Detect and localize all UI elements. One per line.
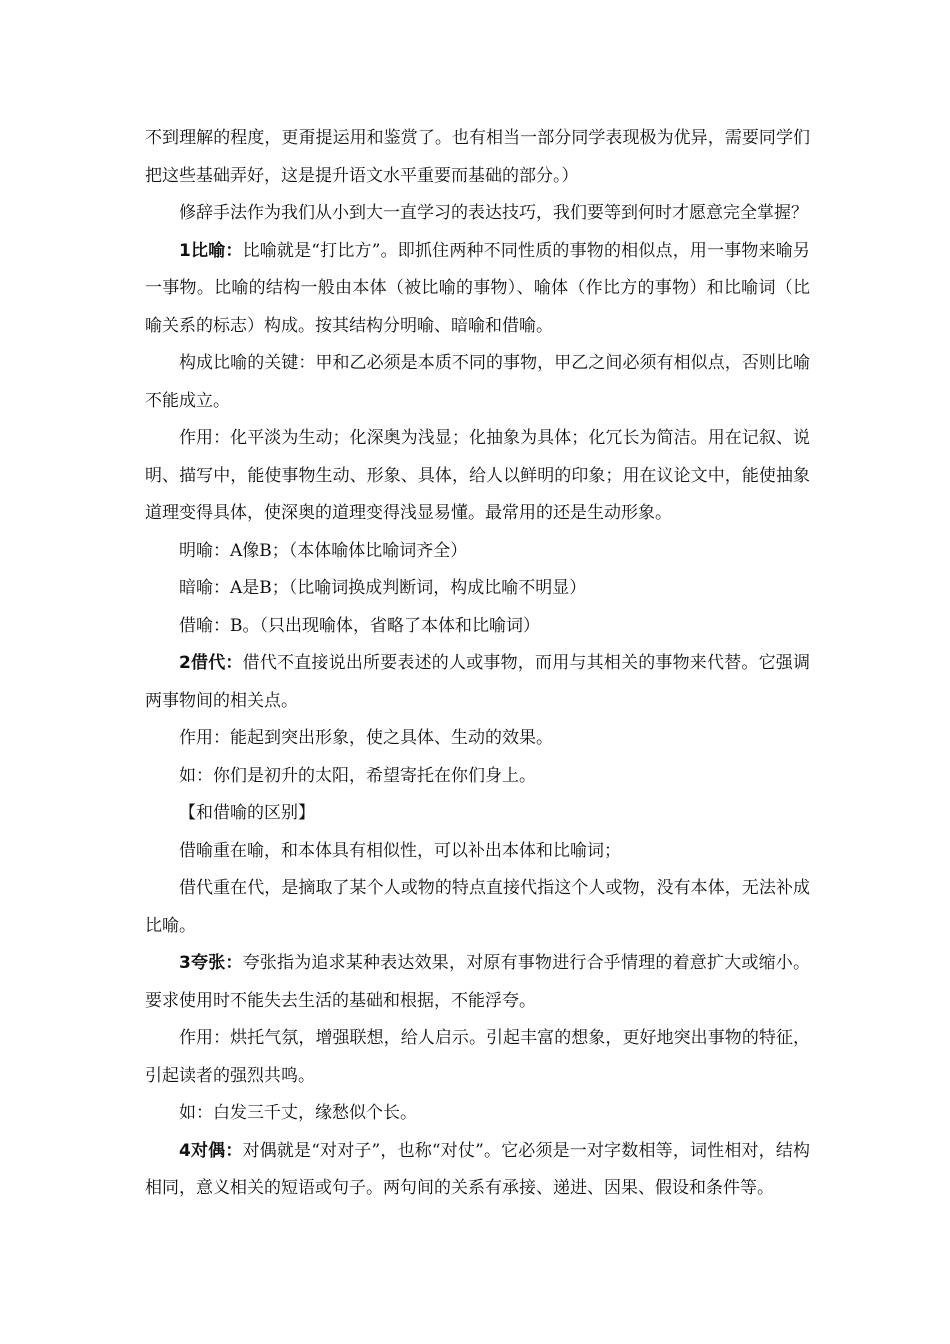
paragraph-simile-key: 构成比喻的关键：甲和乙必须是本质不同的事物，甲乙之间必须有相似点，否则比喻不能成立。 — [145, 353, 810, 411]
section-hyperbole — [145, 945, 810, 1020]
paragraph-borrowed-metaphor: 借喻：B。（只出现喻体，省略了本体和比喻词） — [179, 615, 540, 636]
paragraph-difference-1: 借喻重在喻，和本体具有相似性，可以补出本体和比喻词； — [179, 840, 621, 861]
section-antithesis — [145, 1133, 810, 1208]
paragraph-metonymy-example: 如：你们是初升的太阳，希望寄托在你们身上。 — [179, 765, 536, 786]
paragraph-implicit-metaphor: 暗喻：A是B；（比喻词换成判断词，构成比喻不明显） — [179, 578, 587, 598]
section-metonymy — [145, 645, 810, 720]
paragraph-metonymy-effect: 作用：能起到突出形象，使之具体、生动的效果。 — [179, 728, 553, 748]
paragraph-explicit-simile: 明喻：A像B；（本体喻体比喻词齐全） — [179, 540, 468, 561]
paragraph-rhetoric-question: 修辞手法作为我们从小到大一直学习的表达技巧，我们要等到何时才愿意完全掌握？ — [179, 203, 808, 223]
section-heading-simile: 1比喻： — [179, 240, 243, 261]
document-body — [145, 120, 810, 1208]
paragraph-simile-effect: 作用：化平淡为生动；化深奥为浅显；化抽象为具体；化冗长为简洁。用在记叙、说明、描写中，能使事物生动、形象、具体，给人以鲜明的印象；用在议论文中，能使抽象道理变得具体，使深奥的道理变得浅显易懂。最常用的还是生动形象。 — [145, 428, 810, 523]
section-heading-metonymy: 2借代： — [179, 653, 243, 673]
section-text-hyperbole: 夸张指为追求某种表达效果，对原有事物进行合乎情理的着意扩大或缩小。要求使用时不能失去生活的基础和根据，不能浮夸。 — [145, 953, 810, 1011]
paragraph-intro-continuation: 不到理解的程度，更甭提运用和鉴赏了。也有相当一部分同学表现极为优异，需要同学们把这些基础弄好，这是提升语文水平重要而基础的部分。） — [145, 128, 810, 186]
section-heading-antithesis: 4对偶： — [179, 1140, 243, 1161]
paragraph-hyperbole-example: 如：白发三千丈，缘愁似个长。 — [179, 1103, 417, 1123]
section-text-antithesis: 对偶就是“对对子”，也称“对仗”。它必须是一对字数相等，词性相对，结构相同，意义相关的短语或句子。两句间的关系有承接、递进、因果、假设和条件等。 — [145, 1140, 810, 1198]
section-text-simile: 比喻就是“打比方”。即抓住两种不同性质的事物的相似点，用一事物来喻另一事物。比喻的结构一般由本体（被比喻的事物）、喻体（作比方的事物）和比喻词（比喻关系的标志）构成。按其结构分明喻、暗喻和借喻。 — [145, 240, 810, 336]
paragraph-difference-heading: 【和借喻的区别】 — [179, 803, 315, 823]
paragraph-difference-2: 借代重在代，是摘取了某个人或物的特点直接代指这个人或物，没有本体，无法补成比喻。 — [145, 878, 810, 936]
section-simile — [145, 233, 810, 346]
section-heading-hyperbole: 3夸张： — [179, 953, 243, 973]
paragraph-hyperbole-effect: 作用：烘托气氛，增强联想，给人启示。引起丰富的想象，更好地突出事物的特征，引起读者的强烈共鸣。 — [145, 1028, 810, 1086]
section-text-metonymy: 借代不直接说出所要表述的人或事物，而用与其相关的事物来代替。它强调两事物间的相关点。 — [145, 653, 810, 711]
